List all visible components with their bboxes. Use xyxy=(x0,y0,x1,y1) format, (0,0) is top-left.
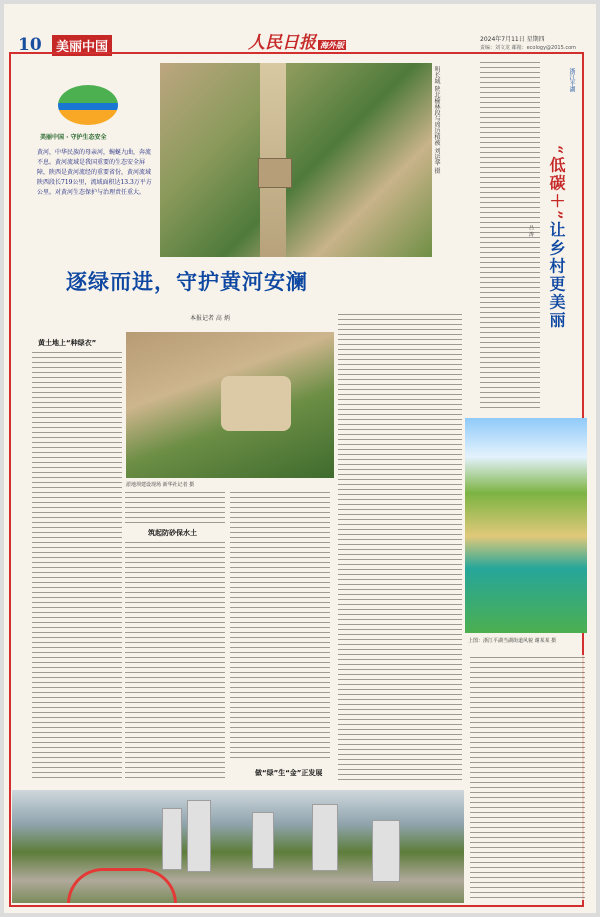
side-title-part1: “低碳＋” xyxy=(547,145,566,222)
beautiful-china-logo-icon xyxy=(58,85,118,125)
side-title xyxy=(545,145,568,410)
masthead xyxy=(248,28,346,53)
subhead-2: 筑起防砂保水土 xyxy=(148,529,197,537)
building-4 xyxy=(312,804,338,871)
article-column-2a xyxy=(125,490,225,524)
building-1 xyxy=(162,808,182,870)
section-name: 美丽中国 xyxy=(52,35,112,56)
subhead-1: 黄土地上“种绿衣” xyxy=(38,339,97,347)
article-column-1 xyxy=(32,350,122,782)
date-line: 2024年7月11日 星期四 xyxy=(480,36,545,43)
headline: 逐绿而进，守护黄河安澜 xyxy=(66,269,308,294)
side-title-part2: 让乡村更美丽 xyxy=(547,221,566,330)
byline: 本报记者 高 炳 xyxy=(190,315,230,322)
editor-line: 责编：刘文龙 邮箱：ecology@2015.com xyxy=(480,45,577,51)
watchtower-shape xyxy=(258,158,292,188)
logo-text: 美丽中国 · 守护生态安全 xyxy=(40,134,107,141)
subhead-3: 做“绿”生“金”正发展 xyxy=(255,769,323,777)
mid-photo-caption: 淤地坝建设现场 新华社记者 摄 xyxy=(126,482,195,488)
construction-site-photo xyxy=(126,332,334,478)
masthead-badge: 海外版 xyxy=(320,40,344,50)
red-arch-bridge xyxy=(67,868,177,903)
building-5 xyxy=(372,820,400,882)
section-number: 10 xyxy=(18,35,42,55)
masthead-title: 人民日报 xyxy=(248,33,316,53)
side-author: 吕 涛 xyxy=(528,225,534,237)
article-column-3a xyxy=(230,490,330,758)
building-3 xyxy=(252,812,274,869)
intro-paragraph: 黄河，中华民族的母亲河，蜿蜒九曲，奔流不息。黄河流域是我国重要的生态安全屏障，陕西是黄河流经的重要省份，黄河流域陕西段长719公里，流域面积达13.3万平方公里。对黄河生态保护与治理责任重大。 xyxy=(37,149,152,196)
waterside-town-photo xyxy=(465,418,587,633)
city-river-photo xyxy=(12,790,464,903)
side-article-text xyxy=(470,655,585,900)
side-label: 浙江平湖 xyxy=(568,68,575,92)
great-wall-photo xyxy=(160,63,432,257)
article-column-4 xyxy=(338,312,462,784)
building-2 xyxy=(187,800,211,872)
article-column-2b xyxy=(125,540,225,780)
excavation-area xyxy=(221,376,291,431)
top-photo-caption: 明长城 陕北榆林段与周边植被 刘运华 摄 xyxy=(433,66,440,174)
side-photo-caption: 上图：浙江平湖当湖街道风貌 谢某某 摄 xyxy=(468,638,557,644)
